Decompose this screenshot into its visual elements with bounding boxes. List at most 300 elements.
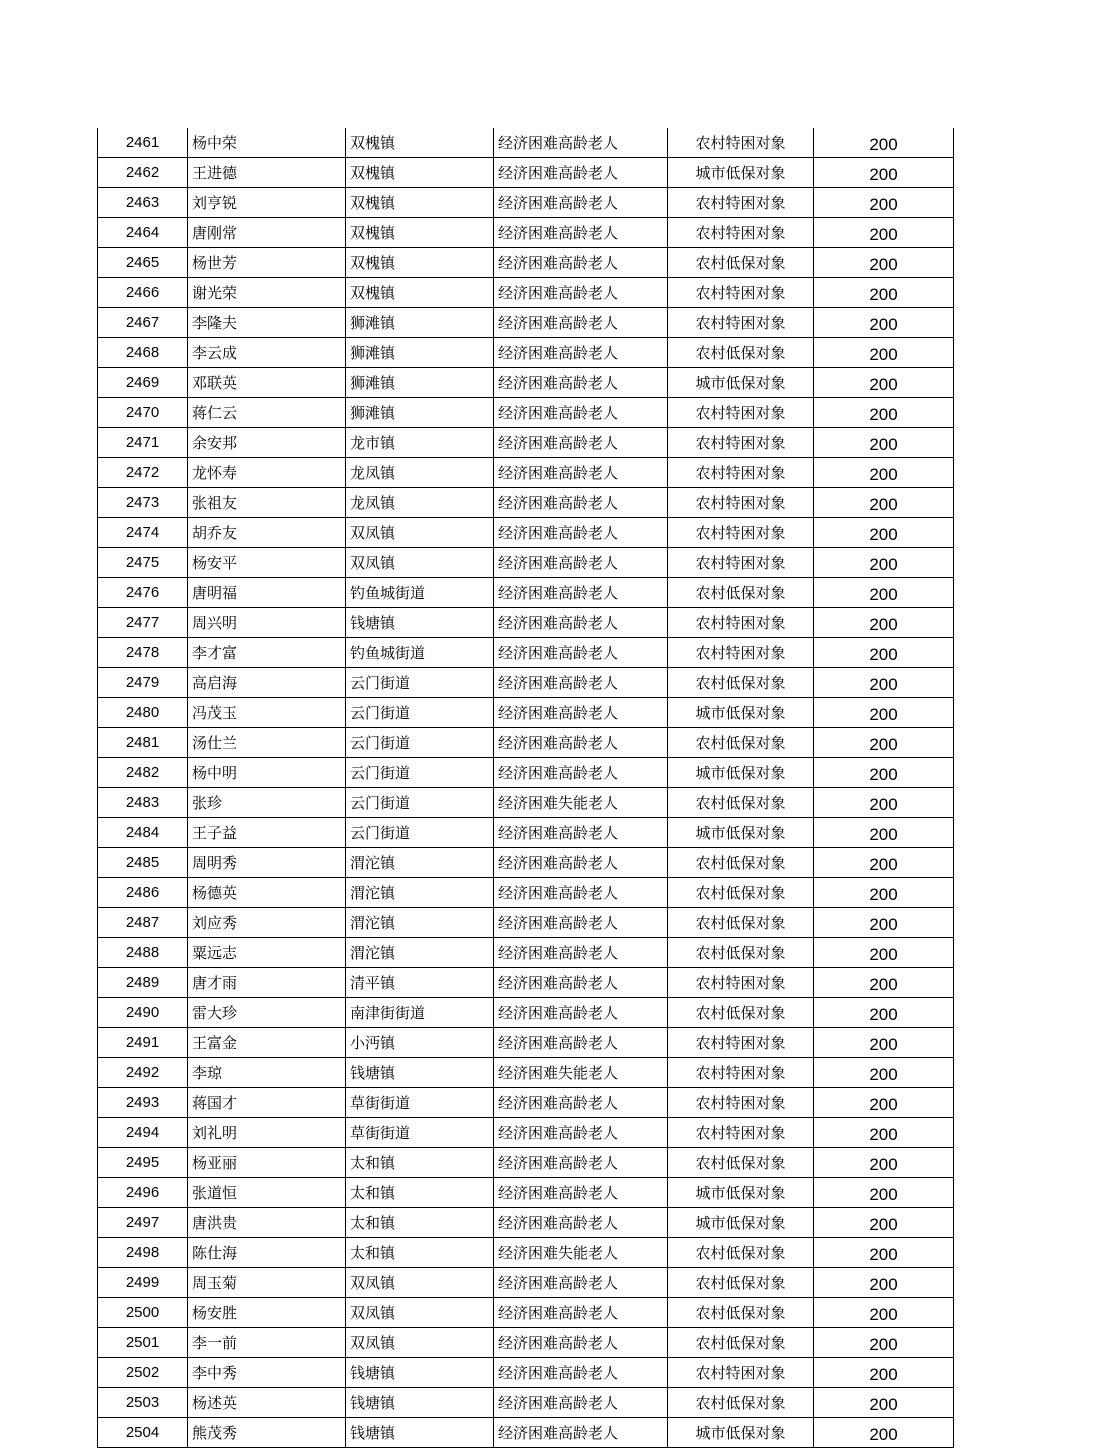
town-cell: 太和镇 — [346, 1178, 494, 1208]
town-cell: 云门街道 — [346, 728, 494, 758]
table-row — [98, 128, 954, 158]
table-row — [98, 368, 954, 398]
table-row — [98, 878, 954, 908]
town-cell: 钓鱼城街道 — [346, 638, 494, 668]
assistance-category-cell: 农村低保对象 — [668, 1238, 814, 1268]
amount-cell: 200 — [814, 938, 954, 968]
table-row — [98, 548, 954, 578]
amount-cell: 200 — [814, 848, 954, 878]
subsidy-type-cell: 经济困难高龄老人 — [494, 1298, 668, 1328]
row-number-cell: 2481 — [98, 728, 188, 758]
town-cell: 太和镇 — [346, 1238, 494, 1268]
subsidy-type-cell: 经济困难高龄老人 — [494, 668, 668, 698]
assistance-category-cell: 农村特困对象 — [668, 518, 814, 548]
row-number-cell: 2474 — [98, 518, 188, 548]
assistance-category-cell: 农村特困对象 — [668, 308, 814, 338]
subsidy-type-cell: 经济困难高龄老人 — [494, 428, 668, 458]
amount-cell: 200 — [814, 248, 954, 278]
subsidy-type-cell: 经济困难高龄老人 — [494, 128, 668, 158]
table-row — [98, 968, 954, 998]
person-name-cell: 李云成 — [188, 338, 346, 368]
assistance-category-cell: 农村低保对象 — [668, 668, 814, 698]
assistance-category-cell: 农村低保对象 — [668, 1268, 814, 1298]
row-number-cell: 2497 — [98, 1208, 188, 1238]
subsidy-type-cell: 经济困难高龄老人 — [494, 1088, 668, 1118]
subsidy-type-cell: 经济困难高龄老人 — [494, 488, 668, 518]
subsidy-type-cell: 经济困难高龄老人 — [494, 758, 668, 788]
table-row — [98, 668, 954, 698]
town-cell: 渭沱镇 — [346, 938, 494, 968]
assistance-category-cell: 城市低保对象 — [668, 1208, 814, 1238]
row-number-cell: 2500 — [98, 1298, 188, 1328]
assistance-category-cell: 城市低保对象 — [668, 818, 814, 848]
person-name-cell: 唐刚常 — [188, 218, 346, 248]
row-number-cell: 2478 — [98, 638, 188, 668]
table-row — [98, 428, 954, 458]
amount-cell: 200 — [814, 1388, 954, 1418]
subsidy-type-cell: 经济困难高龄老人 — [494, 458, 668, 488]
town-cell: 狮滩镇 — [346, 338, 494, 368]
assistance-category-cell: 农村特困对象 — [668, 488, 814, 518]
assistance-category-cell: 城市低保对象 — [668, 1178, 814, 1208]
table-row — [98, 1058, 954, 1088]
person-name-cell: 蒋仁云 — [188, 398, 346, 428]
amount-cell: 200 — [814, 1028, 954, 1058]
subsidy-type-cell: 经济困难高龄老人 — [494, 638, 668, 668]
row-number-cell: 2471 — [98, 428, 188, 458]
row-number-cell: 2465 — [98, 248, 188, 278]
table-row — [98, 488, 954, 518]
amount-cell: 200 — [814, 968, 954, 998]
town-cell: 双槐镇 — [346, 218, 494, 248]
table-row — [98, 728, 954, 758]
assistance-category-cell: 农村低保对象 — [668, 848, 814, 878]
assistance-category-cell: 农村低保对象 — [668, 1148, 814, 1178]
person-name-cell: 周玉菊 — [188, 1268, 346, 1298]
subsidy-type-cell: 经济困难高龄老人 — [494, 998, 668, 1028]
town-cell: 云门街道 — [346, 788, 494, 818]
town-cell: 双槐镇 — [346, 188, 494, 218]
subsidy-type-cell: 经济困难高龄老人 — [494, 608, 668, 638]
town-cell: 钱塘镇 — [346, 1418, 494, 1448]
row-number-cell: 2485 — [98, 848, 188, 878]
table-row — [98, 788, 954, 818]
table-row — [98, 1268, 954, 1298]
town-cell: 钱塘镇 — [346, 1058, 494, 1088]
town-cell: 钓鱼城街道 — [346, 578, 494, 608]
row-number-cell: 2492 — [98, 1058, 188, 1088]
person-name-cell: 王子益 — [188, 818, 346, 848]
subsidy-type-cell: 经济困难高龄老人 — [494, 1418, 668, 1448]
town-cell: 钱塘镇 — [346, 608, 494, 638]
assistance-category-cell: 农村特困对象 — [668, 638, 814, 668]
table-row — [98, 458, 954, 488]
amount-cell: 200 — [814, 1268, 954, 1298]
amount-cell: 200 — [814, 638, 954, 668]
row-number-cell: 2502 — [98, 1358, 188, 1388]
amount-cell: 200 — [814, 1148, 954, 1178]
amount-cell: 200 — [814, 1208, 954, 1238]
amount-cell: 200 — [814, 518, 954, 548]
row-number-cell: 2503 — [98, 1388, 188, 1418]
row-number-cell: 2482 — [98, 758, 188, 788]
subsidy-type-cell: 经济困难高龄老人 — [494, 548, 668, 578]
row-number-cell: 2488 — [98, 938, 188, 968]
person-name-cell: 余安邦 — [188, 428, 346, 458]
amount-cell: 200 — [814, 1238, 954, 1268]
table-row — [98, 1358, 954, 1388]
amount-cell: 200 — [814, 1418, 954, 1448]
assistance-category-cell: 农村特困对象 — [668, 188, 814, 218]
person-name-cell: 刘应秀 — [188, 908, 346, 938]
person-name-cell: 龙怀寿 — [188, 458, 346, 488]
person-name-cell: 李才富 — [188, 638, 346, 668]
row-number-cell: 2504 — [98, 1418, 188, 1448]
table-row — [98, 248, 954, 278]
person-name-cell: 张珍 — [188, 788, 346, 818]
assistance-category-cell: 农村低保对象 — [668, 878, 814, 908]
person-name-cell: 杨安胜 — [188, 1298, 346, 1328]
amount-cell: 200 — [814, 608, 954, 638]
amount-cell: 200 — [814, 158, 954, 188]
person-name-cell: 刘亨锐 — [188, 188, 346, 218]
person-name-cell: 粟远志 — [188, 938, 346, 968]
town-cell: 渭沱镇 — [346, 908, 494, 938]
subsidy-type-cell: 经济困难高龄老人 — [494, 1028, 668, 1058]
amount-cell: 200 — [814, 368, 954, 398]
town-cell: 清平镇 — [346, 968, 494, 998]
subsidy-type-cell: 经济困难高龄老人 — [494, 368, 668, 398]
table-row — [98, 188, 954, 218]
subsidy-type-cell: 经济困难失能老人 — [494, 1058, 668, 1088]
row-number-cell: 2468 — [98, 338, 188, 368]
subsidy-type-cell: 经济困难失能老人 — [494, 1238, 668, 1268]
town-cell: 草街街道 — [346, 1118, 494, 1148]
assistance-category-cell: 农村特困对象 — [668, 1058, 814, 1088]
amount-cell: 200 — [814, 908, 954, 938]
person-name-cell: 谢光荣 — [188, 278, 346, 308]
assistance-category-cell: 城市低保对象 — [668, 758, 814, 788]
amount-cell: 200 — [814, 218, 954, 248]
row-number-cell: 2473 — [98, 488, 188, 518]
person-name-cell: 汤仕兰 — [188, 728, 346, 758]
row-number-cell: 2491 — [98, 1028, 188, 1058]
row-number-cell: 2464 — [98, 218, 188, 248]
assistance-category-cell: 农村特困对象 — [668, 218, 814, 248]
town-cell: 龙凤镇 — [346, 488, 494, 518]
row-number-cell: 2486 — [98, 878, 188, 908]
amount-cell: 200 — [814, 728, 954, 758]
table-row — [98, 398, 954, 428]
subsidy-type-cell: 经济困难高龄老人 — [494, 1268, 668, 1298]
row-number-cell: 2489 — [98, 968, 188, 998]
amount-cell: 200 — [814, 788, 954, 818]
person-name-cell: 杨中明 — [188, 758, 346, 788]
person-name-cell: 邓联英 — [188, 368, 346, 398]
person-name-cell: 周明秀 — [188, 848, 346, 878]
subsidy-type-cell: 经济困难高龄老人 — [494, 728, 668, 758]
table-row — [98, 158, 954, 188]
town-cell: 双凤镇 — [346, 1298, 494, 1328]
table-row — [98, 1388, 954, 1418]
subsidy-type-cell: 经济困难高龄老人 — [494, 578, 668, 608]
table-row — [98, 218, 954, 248]
person-name-cell: 王富金 — [188, 1028, 346, 1058]
subsidy-type-cell: 经济困难高龄老人 — [494, 188, 668, 218]
town-cell: 钱塘镇 — [346, 1358, 494, 1388]
subsidy-type-cell: 经济困难高龄老人 — [494, 818, 668, 848]
row-number-cell: 2479 — [98, 668, 188, 698]
row-number-cell: 2472 — [98, 458, 188, 488]
town-cell: 双凤镇 — [346, 548, 494, 578]
table-row — [98, 938, 954, 968]
assistance-category-cell: 农村特困对象 — [668, 1028, 814, 1058]
table-row — [98, 1418, 954, 1448]
person-name-cell: 蒋国才 — [188, 1088, 346, 1118]
person-name-cell: 杨亚丽 — [188, 1148, 346, 1178]
person-name-cell: 冯茂玉 — [188, 698, 346, 728]
subsidy-type-cell: 经济困难高龄老人 — [494, 1388, 668, 1418]
assistance-category-cell: 农村特困对象 — [668, 398, 814, 428]
row-number-cell: 2461 — [98, 128, 188, 158]
table-row — [98, 638, 954, 668]
table-row — [98, 308, 954, 338]
subsidy-type-cell: 经济困难高龄老人 — [494, 1148, 668, 1178]
town-cell: 狮滩镇 — [346, 398, 494, 428]
town-cell: 双槐镇 — [346, 158, 494, 188]
person-name-cell: 张道恒 — [188, 1178, 346, 1208]
subsidy-type-cell: 经济困难高龄老人 — [494, 1118, 668, 1148]
row-number-cell: 2496 — [98, 1178, 188, 1208]
town-cell: 云门街道 — [346, 668, 494, 698]
assistance-category-cell: 农村低保对象 — [668, 1328, 814, 1358]
town-cell: 云门街道 — [346, 758, 494, 788]
assistance-category-cell: 城市低保对象 — [668, 158, 814, 188]
amount-cell: 200 — [814, 1118, 954, 1148]
town-cell: 双凤镇 — [346, 1328, 494, 1358]
table-row — [98, 1238, 954, 1268]
town-cell: 渭沱镇 — [346, 848, 494, 878]
person-name-cell: 刘礼明 — [188, 1118, 346, 1148]
town-cell: 龙凤镇 — [346, 458, 494, 488]
amount-cell: 200 — [814, 128, 954, 158]
person-name-cell: 李琼 — [188, 1058, 346, 1088]
subsidy-type-cell: 经济困难高龄老人 — [494, 968, 668, 998]
table-row — [98, 818, 954, 848]
subsidy-type-cell: 经济困难高龄老人 — [494, 518, 668, 548]
amount-cell: 200 — [814, 878, 954, 908]
town-cell: 钱塘镇 — [346, 1388, 494, 1418]
table-row — [98, 1028, 954, 1058]
assistance-category-cell: 农村低保对象 — [668, 908, 814, 938]
amount-cell: 200 — [814, 428, 954, 458]
town-cell: 双凤镇 — [346, 1268, 494, 1298]
subsidy-type-cell: 经济困难高龄老人 — [494, 908, 668, 938]
amount-cell: 200 — [814, 1178, 954, 1208]
row-number-cell: 2493 — [98, 1088, 188, 1118]
table-row — [98, 338, 954, 368]
table-row — [98, 578, 954, 608]
subsidy-type-cell: 经济困难高龄老人 — [494, 308, 668, 338]
subsidy-type-cell: 经济困难高龄老人 — [494, 938, 668, 968]
table-row — [98, 518, 954, 548]
person-name-cell: 周兴明 — [188, 608, 346, 638]
person-name-cell: 李隆夫 — [188, 308, 346, 338]
row-number-cell: 2477 — [98, 608, 188, 638]
assistance-category-cell: 城市低保对象 — [668, 1418, 814, 1448]
amount-cell: 200 — [814, 188, 954, 218]
person-name-cell: 杨述英 — [188, 1388, 346, 1418]
town-cell: 渭沱镇 — [346, 878, 494, 908]
row-number-cell: 2495 — [98, 1148, 188, 1178]
table-body — [98, 128, 954, 1448]
table-row — [98, 908, 954, 938]
table-row — [98, 848, 954, 878]
person-name-cell: 陈仕海 — [188, 1238, 346, 1268]
person-name-cell: 唐洪贵 — [188, 1208, 346, 1238]
assistance-category-cell: 农村低保对象 — [668, 788, 814, 818]
amount-cell: 200 — [814, 1358, 954, 1388]
assistance-category-cell: 农村特困对象 — [668, 548, 814, 578]
row-number-cell: 2462 — [98, 158, 188, 188]
assistance-category-cell: 城市低保对象 — [668, 698, 814, 728]
amount-cell: 200 — [814, 458, 954, 488]
person-name-cell: 胡乔友 — [188, 518, 346, 548]
assistance-category-cell: 农村特困对象 — [668, 1358, 814, 1388]
amount-cell: 200 — [814, 668, 954, 698]
row-number-cell: 2467 — [98, 308, 188, 338]
table-row — [98, 698, 954, 728]
amount-cell: 200 — [814, 308, 954, 338]
person-name-cell: 王进德 — [188, 158, 346, 188]
assistance-category-cell: 农村低保对象 — [668, 998, 814, 1028]
row-number-cell: 2501 — [98, 1328, 188, 1358]
subsidy-type-cell: 经济困难高龄老人 — [494, 158, 668, 188]
subsidy-type-cell: 经济困难失能老人 — [494, 788, 668, 818]
subsidy-type-cell: 经济困难高龄老人 — [494, 1358, 668, 1388]
town-cell: 双槐镇 — [346, 278, 494, 308]
assistance-category-cell: 农村特困对象 — [668, 608, 814, 638]
amount-cell: 200 — [814, 1298, 954, 1328]
assistance-category-cell: 农村低保对象 — [668, 728, 814, 758]
row-number-cell: 2487 — [98, 908, 188, 938]
table-row — [98, 608, 954, 638]
row-number-cell: 2484 — [98, 818, 188, 848]
amount-cell: 200 — [814, 1088, 954, 1118]
person-name-cell: 熊茂秀 — [188, 1418, 346, 1448]
person-name-cell: 唐才雨 — [188, 968, 346, 998]
row-number-cell: 2469 — [98, 368, 188, 398]
town-cell: 小沔镇 — [346, 1028, 494, 1058]
amount-cell: 200 — [814, 488, 954, 518]
person-name-cell: 杨中荣 — [188, 128, 346, 158]
assistance-category-cell: 农村特困对象 — [668, 1118, 814, 1148]
assistance-category-cell: 农村低保对象 — [668, 1388, 814, 1418]
assistance-category-cell: 农村特困对象 — [668, 278, 814, 308]
row-number-cell: 2490 — [98, 998, 188, 1028]
town-cell: 云门街道 — [346, 818, 494, 848]
assistance-category-cell: 农村特困对象 — [668, 428, 814, 458]
subsidy-type-cell: 经济困难高龄老人 — [494, 1208, 668, 1238]
town-cell: 太和镇 — [346, 1148, 494, 1178]
table-row — [98, 1298, 954, 1328]
table-row — [98, 1118, 954, 1148]
person-name-cell: 雷大珍 — [188, 998, 346, 1028]
person-name-cell: 李一前 — [188, 1328, 346, 1358]
amount-cell: 200 — [814, 338, 954, 368]
person-name-cell: 杨安平 — [188, 548, 346, 578]
assistance-category-cell: 城市低保对象 — [668, 368, 814, 398]
subsidy-type-cell: 经济困难高龄老人 — [494, 878, 668, 908]
amount-cell: 200 — [814, 758, 954, 788]
subsidy-type-cell: 经济困难高龄老人 — [494, 338, 668, 368]
table-row — [98, 1208, 954, 1238]
town-cell: 龙市镇 — [346, 428, 494, 458]
table-row — [98, 758, 954, 788]
row-number-cell: 2475 — [98, 548, 188, 578]
subsidy-type-cell: 经济困难高龄老人 — [494, 1328, 668, 1358]
assistance-category-cell: 农村低保对象 — [668, 938, 814, 968]
amount-cell: 200 — [814, 1328, 954, 1358]
assistance-category-cell: 农村低保对象 — [668, 248, 814, 278]
subsidy-type-cell: 经济困难高龄老人 — [494, 278, 668, 308]
row-number-cell: 2470 — [98, 398, 188, 428]
person-name-cell: 张祖友 — [188, 488, 346, 518]
person-name-cell: 唐明福 — [188, 578, 346, 608]
subsidy-type-cell: 经济困难高龄老人 — [494, 248, 668, 278]
amount-cell: 200 — [814, 818, 954, 848]
row-number-cell: 2498 — [98, 1238, 188, 1268]
person-name-cell: 杨德英 — [188, 878, 346, 908]
subsidy-type-cell: 经济困难高龄老人 — [494, 1178, 668, 1208]
row-number-cell: 2476 — [98, 578, 188, 608]
table-row — [98, 998, 954, 1028]
town-cell: 狮滩镇 — [346, 368, 494, 398]
assistance-category-cell: 农村低保对象 — [668, 1298, 814, 1328]
table-row — [98, 1178, 954, 1208]
subsidy-table — [97, 128, 954, 1448]
person-name-cell: 李中秀 — [188, 1358, 346, 1388]
amount-cell: 200 — [814, 278, 954, 308]
town-cell: 南津街街道 — [346, 998, 494, 1028]
amount-cell: 200 — [814, 998, 954, 1028]
subsidy-type-cell: 经济困难高龄老人 — [494, 218, 668, 248]
person-name-cell: 高启海 — [188, 668, 346, 698]
row-number-cell: 2463 — [98, 188, 188, 218]
table-row — [98, 1328, 954, 1358]
assistance-category-cell: 农村低保对象 — [668, 578, 814, 608]
subsidy-type-cell: 经济困难高龄老人 — [494, 698, 668, 728]
amount-cell: 200 — [814, 548, 954, 578]
town-cell: 太和镇 — [346, 1208, 494, 1238]
row-number-cell: 2480 — [98, 698, 188, 728]
subsidy-type-cell: 经济困难高龄老人 — [494, 398, 668, 428]
assistance-category-cell: 农村低保对象 — [668, 338, 814, 368]
table-row — [98, 278, 954, 308]
town-cell: 草街街道 — [346, 1088, 494, 1118]
town-cell: 云门街道 — [346, 698, 494, 728]
assistance-category-cell: 农村特困对象 — [668, 128, 814, 158]
table-row — [98, 1148, 954, 1178]
table-row — [98, 1088, 954, 1118]
town-cell: 双槐镇 — [346, 128, 494, 158]
amount-cell: 200 — [814, 698, 954, 728]
row-number-cell: 2499 — [98, 1268, 188, 1298]
subsidy-type-cell: 经济困难高龄老人 — [494, 848, 668, 878]
row-number-cell: 2494 — [98, 1118, 188, 1148]
row-number-cell: 2483 — [98, 788, 188, 818]
town-cell: 双凤镇 — [346, 518, 494, 548]
